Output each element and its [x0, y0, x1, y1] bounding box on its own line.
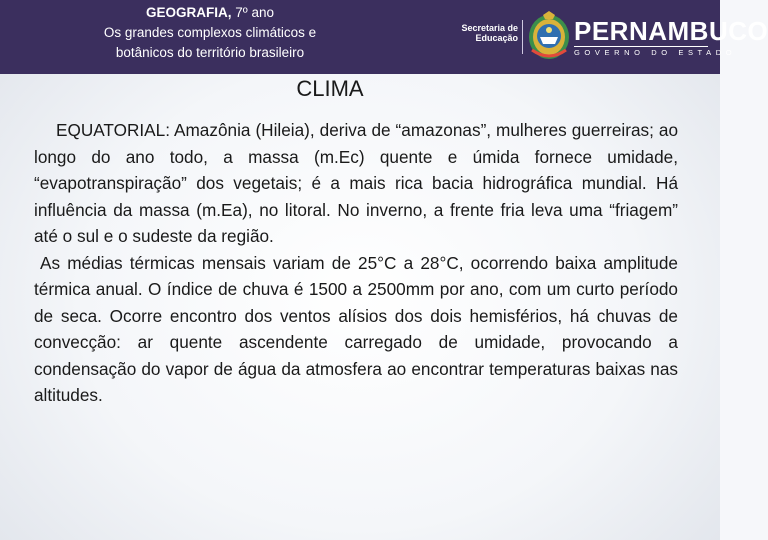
header-subject: GEOGRAFIA,	[146, 5, 232, 20]
header-topic-line-2: botânicos do território brasileiro	[115, 45, 305, 60]
secretaria-line-2: Educação	[475, 33, 518, 43]
secretaria-line-1: Secretaria de	[461, 23, 518, 33]
pernambuco-coat-of-arms-icon	[526, 10, 572, 62]
slide-body	[34, 117, 678, 409]
header-title	[60, 3, 360, 63]
paragraph-equatorial	[34, 117, 678, 250]
logo-divider	[522, 20, 523, 54]
state-name: PERNAMBUCO	[574, 16, 768, 46]
slide-title: CLIMA	[296, 76, 364, 101]
paragraph-label: EQUATORIAL	[56, 120, 166, 140]
header-bar	[0, 0, 768, 74]
paragraph-text: : Amazônia (Hileia), deriva de “amazonas”, mulheres guerreiras; ao longo do ano todo, a massa (m.Ec) quente e úmida fornece umidade, “evapotranspiração” dos vegetais; é a mais rica bacia hidrográfica mundial. Há influência da massa (m.Ea), no litoral. No inverno, a frente fria leva uma “friagem” até o sul e o sudeste da região.	[34, 120, 678, 246]
state-subtitle: GOVERNO DO ESTADO	[574, 48, 737, 57]
paragraph-temperatures: As médias térmicas mensais variam de 25°C a 28°C, ocorrendo baixa amplitude térmica anual. O índice de chuva é 1500 a 2500mm por ano, com um curto período de seca. Ocorre encontro dos ventos alísios dos dois hemisférios, há chuvas de convecção: ar quente ascendente carregado de umidade, provocando a condensação do vapor de água da atmosfera ao encontrar temperaturas baixas nas altitudes.	[34, 252, 678, 405]
header-topic-line-1: Os grandes complexos climáticos e	[103, 25, 317, 40]
header-grade: 7º ano	[231, 5, 274, 20]
header-line-1	[60, 3, 360, 23]
secretaria-logo-text	[452, 23, 518, 43]
